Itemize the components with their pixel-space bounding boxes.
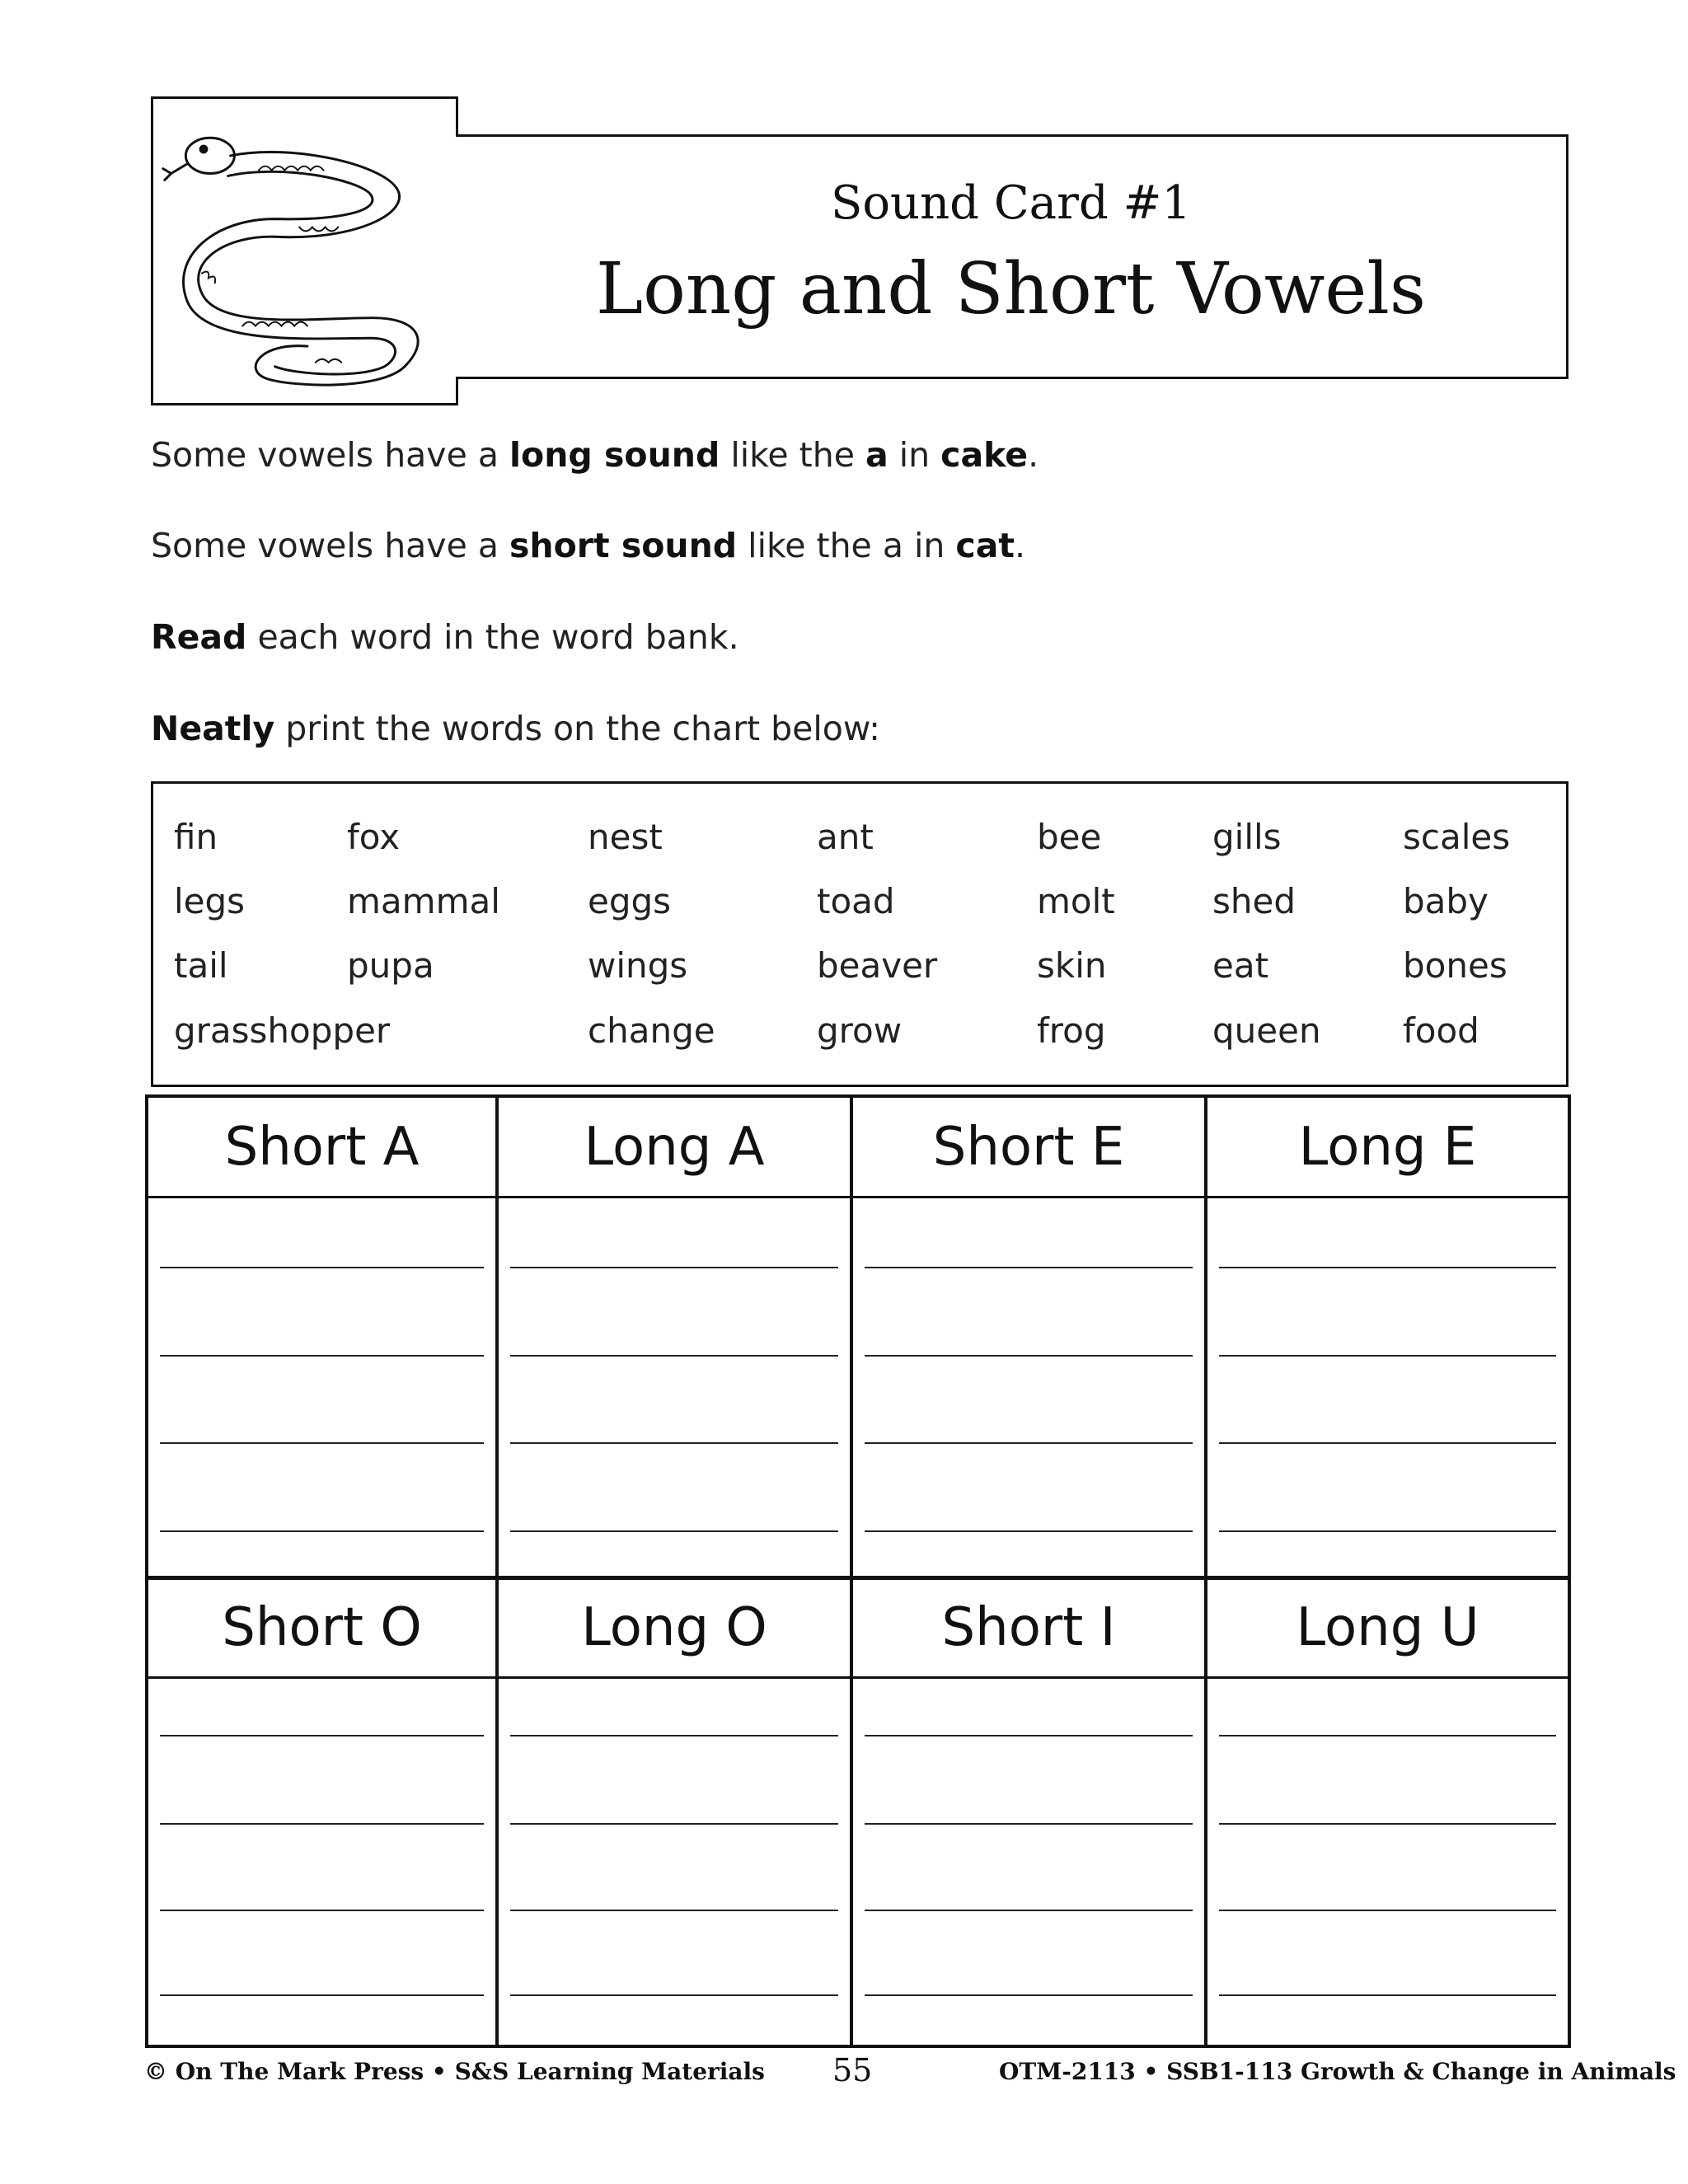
writing-line[interactable]	[510, 1530, 838, 1532]
word-bank-word: wings	[588, 945, 688, 986]
chart-cell	[1207, 1578, 1568, 2045]
chart-cell	[499, 1578, 853, 2045]
writing-line[interactable]	[510, 1823, 838, 1825]
chart-cell	[148, 1578, 499, 2045]
word-bank-word: fox	[347, 817, 401, 857]
writing-line[interactable]	[1219, 1530, 1556, 1532]
page-title: Long and Short Vowels	[596, 248, 1426, 330]
word-bank-word: frog	[1037, 1010, 1106, 1051]
word-bank-word: food	[1403, 1010, 1479, 1051]
writing-line[interactable]	[1219, 1994, 1556, 1996]
writing-line[interactable]	[865, 1994, 1193, 1996]
word-bank-word: pupa	[347, 945, 434, 986]
word-bank-word: mammal	[347, 881, 500, 921]
writing-line[interactable]	[160, 1530, 484, 1532]
writing-line[interactable]	[1219, 1735, 1556, 1736]
chart-column-heading: Long E	[1207, 1098, 1568, 1198]
chart-cell	[148, 1098, 499, 1576]
chart-cell	[499, 1098, 853, 1576]
word-bank-word: gills	[1212, 817, 1282, 857]
sound-card-subtitle: Sound Card #1	[830, 176, 1192, 230]
title-panel	[456, 134, 1568, 379]
word-bank-word: tail	[174, 945, 228, 986]
writing-line[interactable]	[1219, 1267, 1556, 1268]
page-number: 55	[832, 2052, 873, 2088]
word-bank-word: ant	[817, 817, 874, 857]
writing-line[interactable]	[865, 1442, 1193, 1444]
chart-cell	[853, 1098, 1207, 1576]
writing-line[interactable]	[160, 1994, 484, 1996]
word-bank-word: grow	[817, 1010, 903, 1051]
writing-line[interactable]	[1219, 1442, 1556, 1444]
word-bank-word: baby	[1403, 881, 1489, 921]
word-bank-word: skin	[1037, 945, 1107, 986]
writing-line[interactable]	[160, 1910, 484, 1911]
word-bank-word: queen	[1212, 1010, 1321, 1051]
word-bank-word: eggs	[588, 881, 672, 921]
writing-line[interactable]	[160, 1823, 484, 1825]
chart-column-heading: Short I	[853, 1578, 1204, 1679]
word-bank	[151, 781, 1568, 1087]
writing-line[interactable]	[865, 1267, 1193, 1268]
writing-line[interactable]	[160, 1355, 484, 1357]
chart-column-heading: Long U	[1207, 1578, 1568, 1679]
instruction-long-sound: Some vowels have a long sound like the a in cake.	[151, 435, 1039, 475]
word-bank-word: bones	[1403, 945, 1507, 986]
snake-illustration	[151, 96, 458, 405]
chart-column-heading: Short A	[148, 1098, 495, 1198]
writing-line[interactable]	[510, 1910, 838, 1911]
writing-line[interactable]	[1219, 1910, 1556, 1911]
word-bank-word: shed	[1212, 881, 1296, 921]
word-bank-word: toad	[817, 881, 895, 921]
writing-line[interactable]	[865, 1355, 1193, 1357]
writing-line[interactable]	[160, 1735, 484, 1736]
writing-line[interactable]	[510, 1267, 838, 1268]
vowel-chart	[145, 1094, 1571, 2048]
chart-cell	[853, 1578, 1207, 2045]
writing-line[interactable]	[865, 1823, 1193, 1825]
writing-line[interactable]	[510, 1442, 838, 1444]
footer-copyright: © On The Mark Press • S&S Learning Materials	[144, 2058, 765, 2085]
writing-line[interactable]	[510, 1994, 838, 1996]
chart-column-heading: Short E	[853, 1098, 1204, 1198]
word-bank-word: molt	[1037, 881, 1115, 921]
word-bank-word: scales	[1403, 817, 1511, 857]
writing-line[interactable]	[1219, 1823, 1556, 1825]
chart-column-heading: Long O	[499, 1578, 850, 1679]
word-bank-word: beaver	[817, 945, 938, 986]
chart-cell	[1207, 1098, 1568, 1576]
writing-line[interactable]	[865, 1735, 1193, 1736]
word-bank-word: fin	[174, 817, 218, 857]
instruction-short-sound: Some vowels have a short sound like the a in cat.	[151, 526, 1026, 565]
word-bank-word: bee	[1037, 817, 1102, 857]
word-bank-word: change	[588, 1010, 715, 1051]
word-bank-word: legs	[174, 881, 246, 921]
word-bank-word: grasshopper	[174, 1010, 391, 1051]
writing-line[interactable]	[865, 1910, 1193, 1911]
instruction-read: Read each word in the word bank.	[151, 617, 739, 657]
writing-line[interactable]	[510, 1355, 838, 1357]
writing-line[interactable]	[160, 1267, 484, 1268]
writing-line[interactable]	[865, 1530, 1193, 1532]
snake-icon	[153, 99, 456, 403]
footer-product-code: OTM-2113 • SSB1-113 Growth & Change in Animals	[999, 2058, 1676, 2085]
word-bank-word: eat	[1212, 945, 1269, 986]
instruction-print: Neatly print the words on the chart below:	[151, 709, 880, 748]
writing-line[interactable]	[510, 1735, 838, 1736]
word-bank-word: nest	[588, 817, 663, 857]
writing-line[interactable]	[160, 1442, 484, 1444]
writing-line[interactable]	[1219, 1355, 1556, 1357]
chart-column-heading: Long A	[499, 1098, 850, 1198]
chart-column-heading: Short O	[148, 1578, 495, 1679]
